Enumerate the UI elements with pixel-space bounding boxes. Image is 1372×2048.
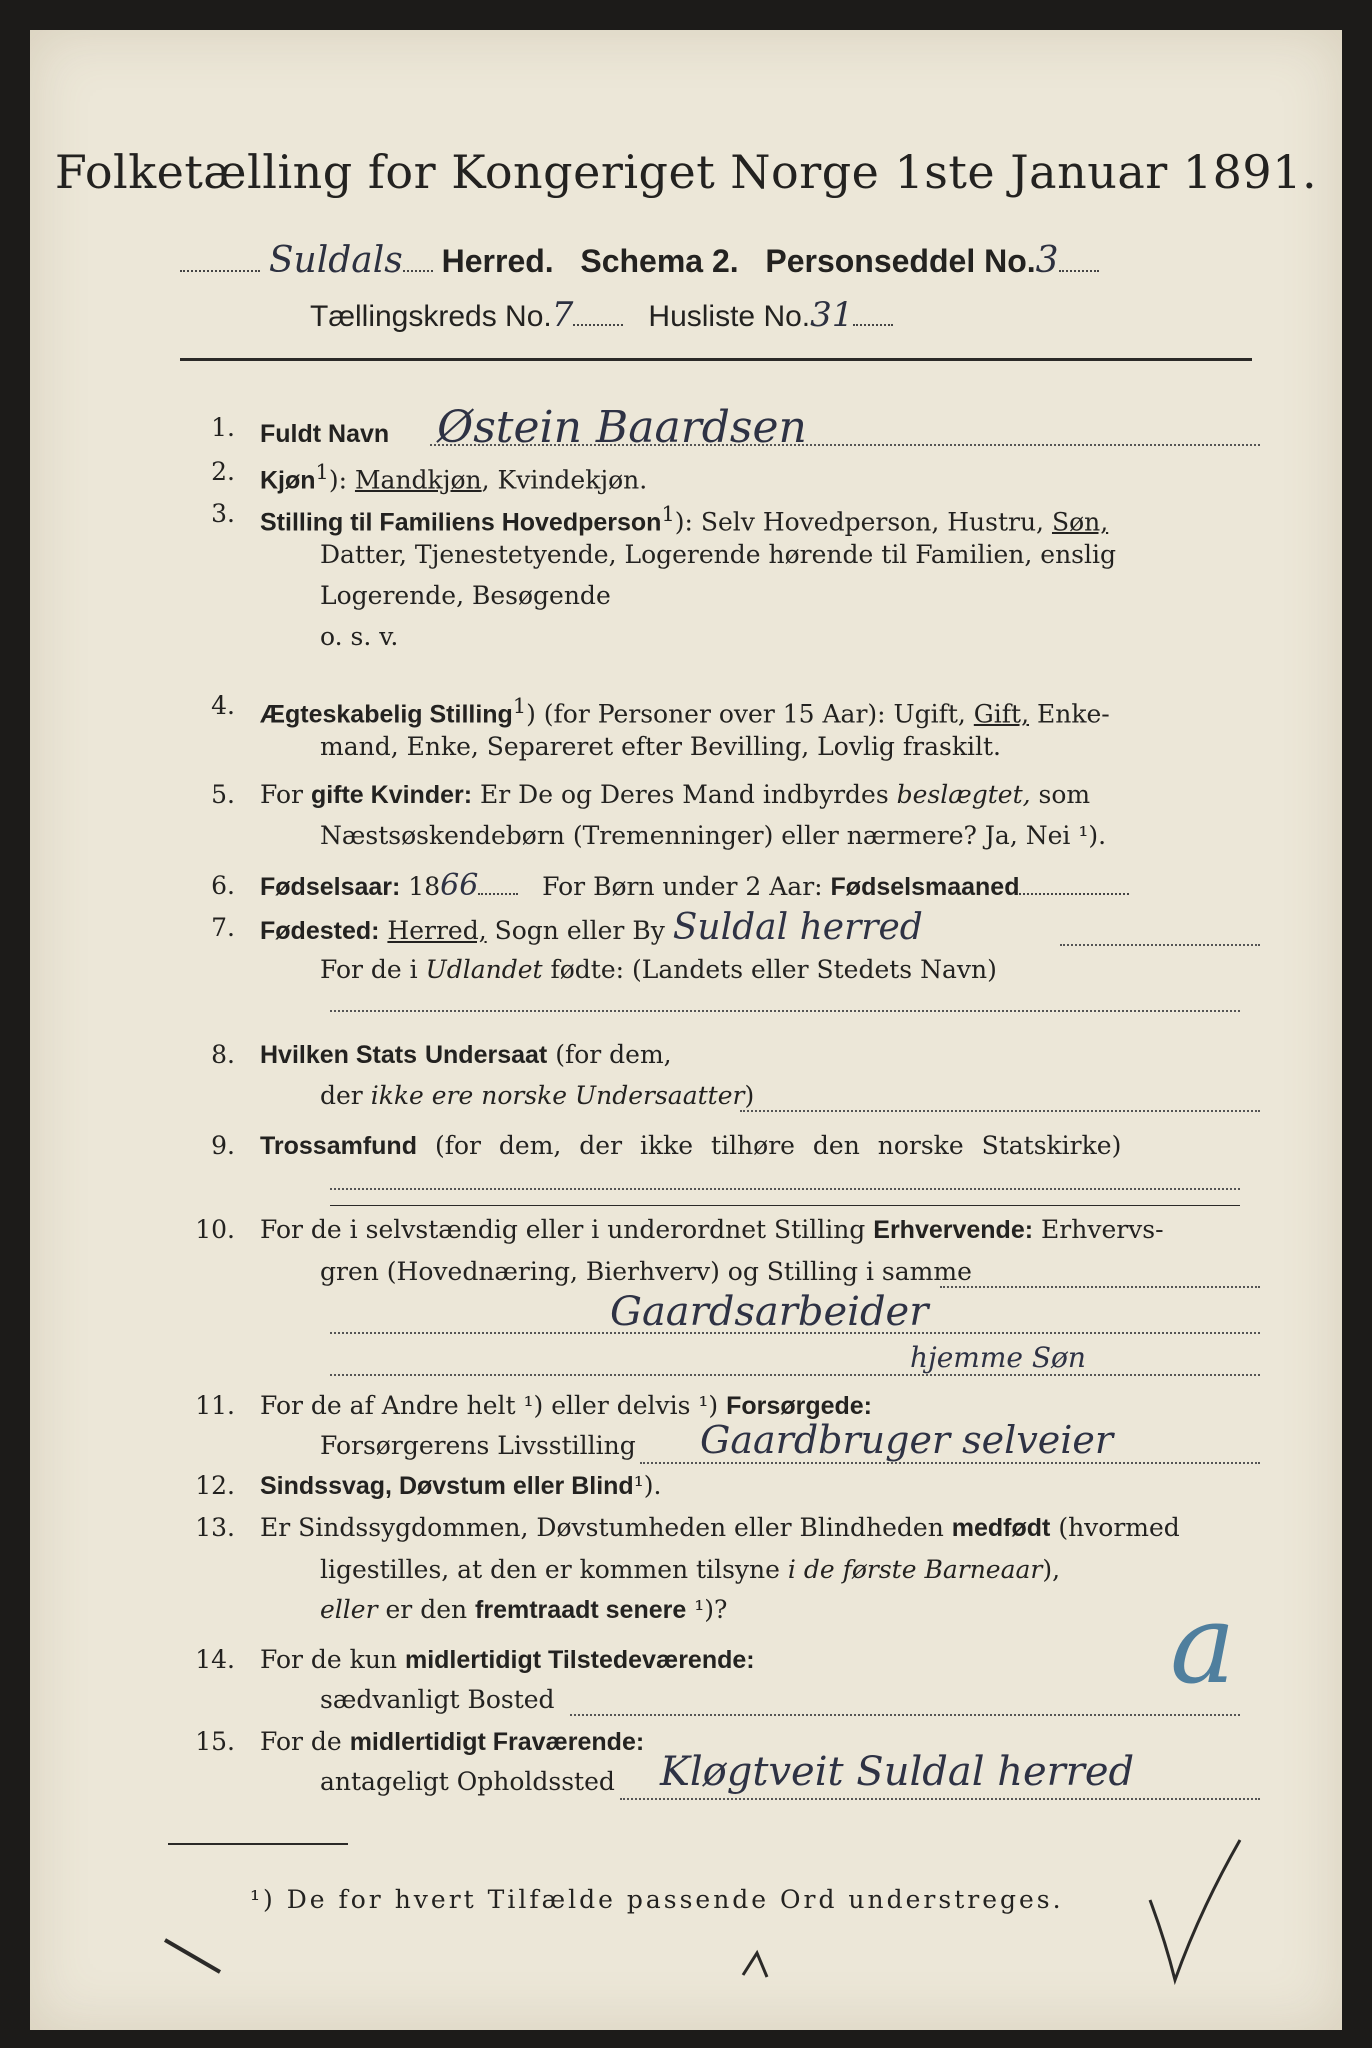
personseddel-number: 3 xyxy=(1035,240,1059,281)
item-text: ): Selv Hovedperson, Hustru, xyxy=(674,507,1045,537)
congenital-label: medfødt xyxy=(951,1514,1051,1542)
item-number: 8. xyxy=(211,1040,235,1069)
citizenship-label-b: Undersaat xyxy=(424,1041,548,1069)
item-text: Enke- xyxy=(1036,699,1110,729)
item-number: 13. xyxy=(195,1513,235,1542)
item-text: der xyxy=(320,1081,363,1110)
item-text: Sogn eller By xyxy=(494,916,665,945)
item-text: (for dem, xyxy=(555,1040,672,1069)
birth-year-label: Fødselsaar: xyxy=(260,873,401,901)
footnote: ¹) De for hvert Tilfælde passende Ord understreges. xyxy=(250,1885,1064,1914)
item-text: Logerende, Besøgende xyxy=(320,581,611,610)
provider-occupation-answer: Gaardbruger selveier xyxy=(700,1418,1114,1462)
taellingskreds-number: 7 xyxy=(551,295,574,335)
item-text: ): xyxy=(328,465,347,495)
item-text: sædvanligt Bosted xyxy=(320,1685,555,1714)
religion-label: Trossamfund xyxy=(260,1132,417,1160)
husliste-number: 31 xyxy=(810,295,854,335)
item-number: 2. xyxy=(211,457,235,486)
item-text: ) (for Personer over 15 Aar): Ugift, xyxy=(526,699,966,729)
item-text: i de første Barneaar xyxy=(787,1555,1043,1584)
check-mark-icon xyxy=(1140,1830,1250,1990)
husliste-label: Husliste No. xyxy=(648,300,811,333)
temporary-absent-label: midlertidigt Fraværende: xyxy=(349,1728,645,1756)
item-text: beslægtet, xyxy=(896,780,1031,809)
item-number: 9. xyxy=(211,1131,235,1160)
blue-pencil-mark: a xyxy=(1170,1580,1236,1708)
blank-line xyxy=(330,1188,1240,1190)
herred-name: Suldals xyxy=(268,240,403,281)
header-line-herred xyxy=(180,240,1192,281)
schema-label: Schema 2. xyxy=(580,243,739,279)
item-text: Erhvervs- xyxy=(1041,1215,1164,1244)
full-name-answer: Østein Baardsen xyxy=(437,402,807,453)
birth-month-label: Fødselsmaaned xyxy=(830,873,1020,901)
item-number: 3. xyxy=(211,499,235,528)
birthplace-answer: Suldal herred xyxy=(672,907,923,948)
item-number: 11. xyxy=(195,1391,235,1420)
item-text: o. s. v. xyxy=(320,622,399,651)
item-text: Datter, Tjenestetyende, Logerende hørende til Familien, enslig xyxy=(320,540,1117,569)
item-text: For de kun xyxy=(260,1645,398,1674)
citizenship-label: Hvilken Stats xyxy=(260,1041,418,1069)
item-number: 10. xyxy=(195,1215,235,1244)
birthplace-herred: Herred, xyxy=(387,916,487,945)
item-text: For de xyxy=(260,1727,342,1756)
married-women-label: gifte Kvinder: xyxy=(310,781,473,809)
supported-label: Forsørgede: xyxy=(726,1392,872,1420)
herred-label: Herred. xyxy=(441,243,554,279)
item-number: 5. xyxy=(211,780,235,809)
family-position-label: Stilling til Familiens Hovedperson xyxy=(260,508,662,537)
disability-label: Sindssvag, Døvstum eller Blind xyxy=(260,1472,634,1500)
sex-label: Kjøn xyxy=(260,466,316,495)
birthplace-label: Fødested: xyxy=(260,917,380,945)
sex-option-male: Mandkjøn xyxy=(354,465,482,495)
item-text: Forsørgerens Livsstilling xyxy=(320,1431,636,1460)
item-text: ¹). xyxy=(633,1471,662,1500)
census-form: Folketælling for Kongeriget Norge 1ste Januar 1891. Suldals Herred. Schema 2. Personseddel No.3 Tællingskreds No.7 Husliste No.31 1. Fuldt Navn Østein Baardsen 2. Kjøn$^1$): Mandkjøn, Kvindekjøn. 3. Stilling til Familiens Hovedperson$^1$): Selv Hovedperson, Hustru, Søn, Datter, Tjenestetyende, Logerende hørende til Familien, enslig Logerende, Besøgende o. s. v. 4. Ægteskabelig Stilling$^1$) (for Personer over 15 Aar): Ugift, Gift, Enke- mand, Enke, Separeret efter Bevilling, Lovlig fraskilt. 5. For gifte Kvinder: Er De og Deres Mand indbyrdes beslægtet, som Næstsøskendebørn (Tremenninger) eller nærmere? Ja, Nei ¹). 6. Fødselsaar: 1866 For Børn under 2 Aar: Fødselsmaaned 7. Fødested: Herred, Sogn eller By Suldal herred For de i Udlandet fødte: (Landets eller Stedets Navn) 8. Hvilken Stats Undersaat (for dem, der ikke ere norske Undersaatter) 9. Trossamfund (for dem, der ikke tilhøre den norske Statskirke) 10. For de i selvstændig eller i underordnet Stilling Erhvervende: Erhvervs- gren (Hovednæring, Bierhverv) og Stilling i samme Gaardsarbeider hjemme Søn 11. For de af Andre helt ¹) eller delvis ¹) Forsørgede: Forsørgerens Livsstilling Gaardbruger selveier 12. Sindssvag, Døvstum eller Blind¹). 13. Er Sindssygdommen, Døvstumheden eller Blindheden medfødt (hvormed ligestilles, at den er kommen tilsyne i de første Barneaar), eller er den fremtraadt senere ¹)? a 14. For de kun midlertidigt Tilstedeværende: sædvanligt Bosted 15. For de midlertidigt Fraværende: antageligt Opholdssted Kløgtveit Suldal herred ¹) De for hvert Tilfælde passende Ord understreges. xyxy=(30,30,1342,2030)
birth-year-answer: 66 xyxy=(440,868,479,903)
occupation-answer-2: hjemme Søn xyxy=(910,1341,1086,1374)
form-title: Folketælling for Kongeriget Norge 1ste Januar 1891. xyxy=(54,145,1318,199)
item-number: 12. xyxy=(195,1471,235,1500)
family-position-son: Søn, xyxy=(1051,507,1109,537)
item-text: ikke ere norske Undersaatter xyxy=(370,1081,745,1110)
divider xyxy=(330,1205,1240,1206)
temporary-present-label: midlertidigt Tilstedeværende: xyxy=(404,1646,755,1674)
item-text: fremtraadt senere xyxy=(475,1596,687,1624)
sex-option-female: , Kvindekjøn. xyxy=(481,465,648,495)
item-number: 4. xyxy=(211,691,235,720)
item-number: 15. xyxy=(195,1727,235,1756)
birth-year-prefix: 18 xyxy=(408,872,441,901)
item-text: er den xyxy=(385,1595,468,1624)
footnote-rule xyxy=(168,1843,348,1845)
header-rule xyxy=(180,358,1252,361)
item-text: gren (Hovednæring, Bierhverv) og Stilling i samme xyxy=(320,1257,972,1286)
occupation-answer: Gaardsarbeider xyxy=(610,1289,929,1335)
marital-status-married: Gift, xyxy=(973,699,1030,729)
item-text: mand, Enke, Separeret efter Bevilling, Lovlig fraskilt. xyxy=(320,732,1001,761)
item-text: fødte: (Landets eller Stedets Navn) xyxy=(550,955,997,984)
item-text: For xyxy=(260,780,303,809)
header-line-taellingskreds xyxy=(310,295,893,335)
item-text: (for dem, der ikke tilhøre den norske Statskirke) xyxy=(434,1131,1122,1160)
item-text: som xyxy=(1038,780,1091,809)
item-text: eller xyxy=(320,1595,378,1624)
item-text: For de af Andre helt ¹) eller delvis ¹) xyxy=(260,1391,719,1420)
item-number: 7. xyxy=(211,913,235,942)
pencil-stroke-icon xyxy=(160,1930,230,1980)
item-text: Næstsøskendebørn (Tremenninger) eller nærmere? Ja, Nei ¹). xyxy=(320,821,1107,850)
item-text: For Børn under 2 Aar: xyxy=(542,872,823,901)
blank-line xyxy=(330,1010,1240,1012)
item-text: ligestilles, at den er kommen tilsyne xyxy=(320,1555,780,1584)
item-number: 6. xyxy=(211,871,235,900)
item-number: 14. xyxy=(195,1645,235,1674)
item-text: Udlandet xyxy=(425,955,543,984)
footnote-marker: 1 xyxy=(315,460,329,484)
item-text: ), xyxy=(1042,1555,1061,1584)
item-text: ¹)? xyxy=(694,1595,728,1624)
pencil-tick-icon xyxy=(735,1945,775,1985)
occupation-label: Erhvervende: xyxy=(873,1216,1034,1244)
item-number: 1. xyxy=(211,413,235,442)
item-text: Er Sindssygdommen, Døvstumheden eller Blindheden xyxy=(260,1513,944,1542)
residence-answer: Kløgtveit Suldal herred xyxy=(660,1749,1135,1795)
full-name-label: Fuldt Navn xyxy=(260,420,390,448)
item-text: ) xyxy=(744,1081,755,1110)
item-text: For de i selvstændig eller i underordnet Stilling xyxy=(260,1215,866,1244)
item-text: antageligt Opholdssted xyxy=(320,1767,615,1796)
taellingskreds-label: Tællingskreds No. xyxy=(310,300,552,333)
item-text: (hvormed xyxy=(1058,1513,1180,1542)
marital-status-label: Ægteskabelig Stilling xyxy=(260,700,513,729)
item-text: Er De og Deres Mand indbyrdes xyxy=(480,780,889,809)
item-text: For de i xyxy=(320,955,418,984)
personseddel-label: Personseddel No. xyxy=(765,243,1036,279)
